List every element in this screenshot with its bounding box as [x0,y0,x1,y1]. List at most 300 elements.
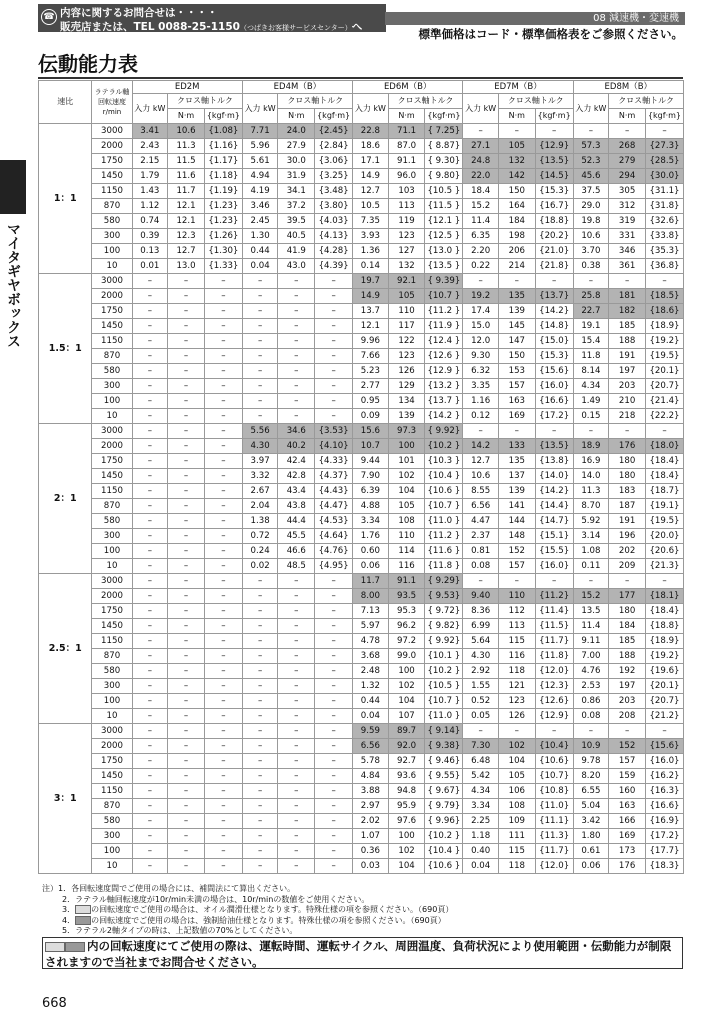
value-cell: {10.7 } [425,694,463,709]
value-cell: 206 [498,244,535,259]
value-cell: {18.4} [645,469,683,484]
value-cell: {18.9} [645,319,683,334]
value-cell: 197 [609,679,646,694]
value-cell: 14.9 [353,169,389,184]
torque-header: クロス軸トルク [168,94,243,109]
value-cell: – [204,604,242,619]
table-row [39,619,684,634]
value-cell: 12.1 [168,214,205,229]
value-cell: 0.12 [463,409,499,424]
value-cell: 3.32 [242,469,278,484]
value-cell: 191 [609,514,646,529]
value-cell: – [278,289,315,304]
value-cell: 0.05 [463,709,499,724]
value-cell: – [204,589,242,604]
value-cell: 16.9 [573,454,609,469]
value-cell: – [278,844,315,859]
value-cell: 110 [388,304,425,319]
value-cell: 4.30 [463,649,499,664]
value-cell: 5.23 [353,364,389,379]
value-cell: 164 [498,199,535,214]
value-cell: {16.9} [645,814,683,829]
table-row [39,709,684,724]
value-cell: – [132,829,168,844]
value-cell: 4.76 [573,664,609,679]
value-cell: – [204,724,242,739]
value-cell: {14.2 } [425,409,463,424]
value-cell: 8.70 [573,499,609,514]
value-cell: 192 [609,664,646,679]
value-cell: 9.78 [573,754,609,769]
value-cell: 160 [609,784,646,799]
speed-cell: 100 [92,394,132,409]
value-cell: 191 [609,349,646,364]
value-cell: {20.7} [645,694,683,709]
value-cell: 7.00 [573,649,609,664]
speed-cell: 300 [92,529,132,544]
value-cell: 7.71 [242,124,278,139]
value-cell: – [609,124,646,139]
value-cell: 133 [498,439,535,454]
value-cell: 93.6 [388,769,425,784]
value-cell: – [168,544,205,559]
value-cell: 134 [388,394,425,409]
model-header: ED4M（B） [242,81,352,94]
standard-price-note: 標準価格はコード・標準価格表をご参照ください。 [418,27,683,41]
value-cell: {12.9 } [425,364,463,379]
value-cell: – [315,304,353,319]
value-cell: {3.25} [315,169,353,184]
value-cell: 180 [609,604,646,619]
value-cell: – [168,469,205,484]
value-cell: 22.8 [353,124,389,139]
value-cell: – [204,559,242,574]
speed-cell: 580 [92,214,132,229]
value-cell: 104 [388,859,425,874]
value-cell: 202 [609,544,646,559]
value-cell: 163 [609,799,646,814]
value-cell: – [278,274,315,289]
table-row [39,499,684,514]
value-cell: – [242,769,278,784]
value-cell: 150 [498,349,535,364]
value-cell: {18.6} [645,304,683,319]
value-cell: 100 [388,664,425,679]
value-cell: – [132,604,168,619]
model-header: ED2M [132,81,242,94]
value-cell: 152 [498,544,535,559]
value-cell: – [242,679,278,694]
value-cell: { 9.46} [425,754,463,769]
page-number: 668 [42,996,67,1011]
value-cell: {11.2} [535,589,573,604]
title-rule [38,77,683,79]
value-cell: – [168,379,205,394]
value-cell: – [242,394,278,409]
value-cell: {18.4} [645,604,683,619]
value-cell: 0.04 [353,709,389,724]
value-cell: 113 [388,199,425,214]
value-cell: 27.9 [278,139,315,154]
value-cell: – [278,409,315,424]
value-cell: 12.0 [463,334,499,349]
value-cell: 92.0 [388,739,425,754]
value-cell: 34.6 [278,424,315,439]
value-cell: – [315,679,353,694]
model-header: ED8M（B） [573,81,683,94]
value-cell: – [204,814,242,829]
value-cell: 17.4 [463,304,499,319]
value-cell: 3.88 [353,784,389,799]
speed-cell: 1750 [92,454,132,469]
value-cell: 0.39 [132,229,168,244]
value-cell: 5.96 [242,139,278,154]
value-cell: 5.42 [463,769,499,784]
value-cell: {1.16} [204,139,242,154]
value-cell: 10.9 [573,739,609,754]
table-row [39,244,684,259]
value-cell: 5.64 [463,634,499,649]
value-cell: {3.48} [315,184,353,199]
value-cell: – [315,739,353,754]
value-cell: 127 [388,244,425,259]
value-cell: 10.5 [353,199,389,214]
value-cell: 0.72 [242,529,278,544]
value-cell: – [278,679,315,694]
table-row [39,844,684,859]
value-cell: – [242,754,278,769]
value-cell: – [535,574,573,589]
torque-header: クロス軸トルク [278,94,353,109]
value-cell: – [168,559,205,574]
value-cell: 27.1 [463,139,499,154]
value-cell: 218 [609,409,646,424]
value-cell: – [573,424,609,439]
value-cell: 0.36 [353,844,389,859]
value-cell: 13.7 [353,304,389,319]
value-cell: {4.95} [315,559,353,574]
value-cell: 5.61 [242,154,278,169]
speed-cell: 1450 [92,319,132,334]
value-cell: – [242,379,278,394]
value-cell: 196 [609,529,646,544]
table-row [39,784,684,799]
value-cell: – [168,364,205,379]
value-cell: 157 [609,754,646,769]
value-cell: – [204,349,242,364]
value-cell: 6.48 [463,754,499,769]
value-cell: – [242,649,278,664]
kgfm-unit-header: {kgf·m} [645,109,683,124]
value-cell: – [204,469,242,484]
value-cell: – [204,379,242,394]
value-cell: { 8.87} [425,139,463,154]
value-cell: – [315,379,353,394]
value-cell: 71.1 [388,124,425,139]
value-cell: 198 [498,229,535,244]
value-cell: 203 [609,379,646,394]
table-row [39,829,684,844]
value-cell: – [535,724,573,739]
value-cell: – [204,709,242,724]
speed-cell: 870 [92,799,132,814]
value-cell: – [132,814,168,829]
value-cell: – [315,754,353,769]
caution-text: 内の回転速度にてご使用の際は、運転時間、運転サイクル、周囲温度、負荷状況により使用範囲・伝動能力が制限されますので当社までお問合せください。 [45,939,672,969]
value-cell: 4.19 [242,184,278,199]
value-cell: – [315,334,353,349]
table-row [39,739,684,754]
value-cell: 181 [609,289,646,304]
value-cell: {15.3} [535,184,573,199]
speed-cell: 300 [92,829,132,844]
value-cell: – [315,394,353,409]
value-cell: – [242,589,278,604]
value-cell: {16.2} [645,769,683,784]
value-cell: {21.3} [645,559,683,574]
value-cell: 40.5 [278,229,315,244]
value-cell: {21.8} [535,259,573,274]
value-cell: 97.2 [388,634,425,649]
value-cell: – [535,274,573,289]
value-cell: {12.3} [535,679,573,694]
note-1 [42,884,702,895]
value-cell: {4.64} [315,529,353,544]
value-cell: {4.03} [315,214,353,229]
table-row [39,169,684,184]
value-cell: 0.06 [353,559,389,574]
value-cell: – [132,769,168,784]
value-cell: – [168,589,205,604]
value-cell: {33.8} [645,229,683,244]
table-row [39,514,684,529]
value-cell: { 7.25} [425,124,463,139]
value-cell: 5.92 [573,514,609,529]
value-cell: {20.2} [535,229,573,244]
value-cell: – [242,859,278,874]
value-cell: 5.04 [573,799,609,814]
value-cell: – [168,319,205,334]
speed-cell: 10 [92,709,132,724]
value-cell: – [132,439,168,454]
value-cell: 48.5 [278,559,315,574]
value-cell: 105 [388,289,425,304]
value-cell: – [242,274,278,289]
value-cell: 24.8 [463,154,499,169]
value-cell: {1.23} [204,199,242,214]
value-cell: {10.7 } [425,499,463,514]
value-cell: 0.61 [573,844,609,859]
speed-cell: 3000 [92,724,132,739]
speed-cell: 870 [92,349,132,364]
value-cell: – [132,694,168,709]
table-row [39,154,684,169]
kgfm-unit-header: {kgf·m} [204,109,242,124]
value-cell: 15.0 [463,319,499,334]
value-cell: 0.08 [463,559,499,574]
value-cell: – [132,724,168,739]
value-cell: – [204,454,242,469]
value-cell: 3.41 [132,124,168,139]
value-cell: {10.8} [535,784,573,799]
value-cell: 8.14 [573,364,609,379]
value-cell: – [168,439,205,454]
value-cell: – [132,544,168,559]
value-cell: 37.2 [278,199,315,214]
ratio-cell: 2.5：1 [39,574,92,724]
table-row [39,469,684,484]
value-cell: 13.5 [573,604,609,619]
table-row [39,424,684,439]
value-cell: 0.04 [242,259,278,274]
value-cell: 8.36 [463,604,499,619]
value-cell: 15.2 [573,589,609,604]
value-cell: – [168,394,205,409]
value-cell: { 9.82} [425,619,463,634]
value-cell: 95.9 [388,799,425,814]
table-row [39,124,684,139]
value-cell: 180 [609,454,646,469]
value-cell: 100 [388,829,425,844]
value-cell: {18.5} [645,289,683,304]
value-cell: – [168,799,205,814]
value-cell: 210 [609,394,646,409]
value-cell: 2.67 [242,484,278,499]
value-cell: – [315,664,353,679]
value-cell: {10.2 } [425,439,463,454]
value-cell: 184 [609,619,646,634]
contact-line-2 [60,19,362,34]
table-row [39,409,684,424]
value-cell: 9.96 [353,334,389,349]
value-cell: {4.28} [315,244,353,259]
value-cell: – [315,274,353,289]
page-header [0,0,723,41]
value-cell: – [132,664,168,679]
value-cell: – [242,664,278,679]
value-cell: 15.4 [573,334,609,349]
nm-unit-header: N·m [168,109,205,124]
value-cell: 0.14 [353,259,389,274]
speed-cell: 3000 [92,124,132,139]
speed-cell: 10 [92,559,132,574]
speed-cell: 870 [92,649,132,664]
value-cell: 153 [498,364,535,379]
value-cell: – [278,634,315,649]
value-cell: 209 [609,559,646,574]
value-cell: – [168,514,205,529]
value-cell: {13.5 } [425,259,463,274]
value-cell: – [132,319,168,334]
value-cell: 0.15 [573,409,609,424]
value-cell: – [242,739,278,754]
value-cell: – [168,529,205,544]
value-cell: {1.17} [204,154,242,169]
value-cell: – [242,829,278,844]
table-row [39,214,684,229]
value-cell: 184 [498,214,535,229]
table-row [39,229,684,244]
value-cell: – [168,784,205,799]
value-cell: {2.45} [315,124,353,139]
value-cell: {4.76} [315,544,353,559]
value-cell: – [278,604,315,619]
speed-cell: 580 [92,664,132,679]
value-cell: {4.37} [315,469,353,484]
value-cell: {10.2 } [425,829,463,844]
model-header: ED7M（B） [463,81,573,94]
speed-cell: 3000 [92,574,132,589]
value-cell: – [242,844,278,859]
speed-cell: 580 [92,514,132,529]
value-cell: – [242,289,278,304]
value-cell: – [573,274,609,289]
value-cell: {11.7} [535,844,573,859]
value-cell: – [315,589,353,604]
value-cell: 4.78 [353,634,389,649]
value-cell: 3.34 [353,514,389,529]
value-cell: 102 [388,469,425,484]
value-cell: {1.19} [204,184,242,199]
value-cell: {10.2 } [425,664,463,679]
value-cell: {11.5} [535,619,573,634]
value-cell: 157 [498,559,535,574]
value-cell: – [168,289,205,304]
value-cell: {16.6} [535,394,573,409]
value-cell: { 9.67} [425,784,463,799]
value-cell: 42.8 [278,469,315,484]
value-cell: 2.15 [132,154,168,169]
value-cell: – [204,694,242,709]
value-cell: – [242,349,278,364]
phone-icon: ☎ [41,9,57,25]
value-cell: – [168,274,205,289]
value-cell: 7.90 [353,469,389,484]
value-cell: 113 [498,619,535,634]
value-cell: – [463,424,499,439]
value-cell: 24.0 [278,124,315,139]
value-cell: – [132,334,168,349]
value-cell: – [132,364,168,379]
value-cell: – [204,424,242,439]
value-cell: – [204,649,242,664]
value-cell: – [278,784,315,799]
value-cell: – [278,754,315,769]
table-row [39,649,684,664]
value-cell: 0.60 [353,544,389,559]
value-cell: 108 [498,799,535,814]
table-row [39,139,684,154]
value-cell: {14.7} [535,514,573,529]
value-cell: – [242,724,278,739]
value-cell: {11.2 } [425,529,463,544]
value-cell: 3.68 [353,649,389,664]
value-cell: – [315,319,353,334]
value-cell: 166 [609,814,646,829]
value-cell: – [168,694,205,709]
table-row [39,589,684,604]
input-kw-header: 入力 kW [573,94,609,124]
value-cell: – [132,739,168,754]
value-cell: 122 [388,334,425,349]
value-cell: 117 [388,319,425,334]
value-cell: – [204,769,242,784]
value-cell: 139 [498,304,535,319]
value-cell: – [132,394,168,409]
value-cell: – [278,739,315,754]
value-cell: – [315,769,353,784]
value-cell: {16.0} [645,754,683,769]
